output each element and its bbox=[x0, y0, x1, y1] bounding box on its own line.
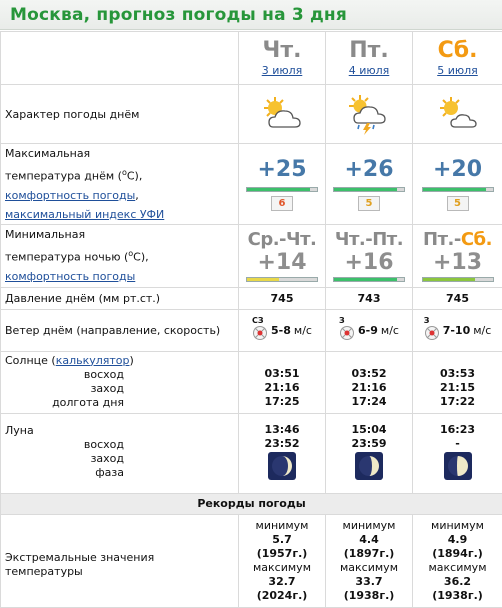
wind-info bbox=[326, 319, 412, 341]
records-cell-1 bbox=[239, 514, 326, 607]
min-temp-row bbox=[1, 224, 502, 287]
moon-cell-2 bbox=[326, 413, 413, 493]
compass-icon bbox=[252, 325, 268, 341]
moonset-time: 23:52 bbox=[239, 437, 325, 451]
max-temp-label-line2 bbox=[5, 163, 238, 186]
comfort-bar bbox=[246, 187, 318, 192]
wind-cell-2 bbox=[326, 309, 413, 351]
records-cell-3 bbox=[413, 514, 502, 607]
record-max-word: максимум bbox=[326, 561, 412, 575]
sunrise-label: восход bbox=[5, 368, 238, 382]
wind-speed: 7-10 bbox=[443, 324, 471, 337]
comfort-bar-fill bbox=[247, 188, 310, 191]
record-min-word: минимум bbox=[239, 519, 325, 533]
cloud-rain-thunder-icon bbox=[346, 93, 392, 135]
sun-row bbox=[1, 351, 502, 413]
degree-sign: о bbox=[128, 249, 133, 258]
max-temp-unit: C), bbox=[127, 170, 142, 183]
header-empty-cell bbox=[1, 32, 239, 85]
records-cell-2 bbox=[326, 514, 413, 607]
partly-cloudy-icon bbox=[259, 94, 305, 134]
moonset-time: 23:59 bbox=[326, 437, 412, 451]
wind-direction: З bbox=[339, 316, 345, 325]
min-temp-cell-2 bbox=[326, 224, 413, 287]
day-name: Сб. bbox=[413, 32, 502, 64]
degree-sign: о bbox=[122, 168, 127, 177]
sunset-time: 21:16 bbox=[239, 381, 325, 395]
comfort-link[interactable]: комфортность погоды bbox=[5, 189, 135, 202]
pressure-value: 745 bbox=[413, 287, 502, 309]
daylength-label: долгота дня bbox=[5, 396, 238, 410]
night-comfort-bar-fill bbox=[334, 278, 397, 281]
sun-cell-3 bbox=[413, 351, 502, 413]
record-min-value: 4.9 bbox=[448, 533, 468, 546]
night-caption-from: Ср.- bbox=[248, 229, 286, 250]
max-temp-cell-2 bbox=[326, 144, 413, 225]
sun-cell-2 bbox=[326, 351, 413, 413]
wind-info bbox=[413, 319, 502, 341]
record-max-word: максимум bbox=[239, 561, 325, 575]
wind-label: Ветер днём (направление, скорость) bbox=[1, 309, 239, 351]
max-temp-cell-1 bbox=[239, 144, 326, 225]
day-header-2 bbox=[326, 32, 413, 85]
comfort-bar-fill bbox=[423, 188, 486, 191]
sun-calculator-link[interactable]: калькулятор bbox=[56, 354, 130, 367]
night-caption-to: Пт. bbox=[372, 229, 403, 250]
moon-label bbox=[1, 413, 239, 493]
wind-direction: СЗ bbox=[252, 316, 264, 325]
moon-cell-1 bbox=[239, 413, 326, 493]
max-temp-label-line1: Максимальная bbox=[5, 144, 238, 163]
night-comfort-bar bbox=[422, 277, 494, 282]
sun-label-end: ) bbox=[130, 354, 134, 367]
night-caption-from: Чт.- bbox=[335, 229, 372, 250]
moonrise-time: 13:46 bbox=[239, 423, 325, 437]
min-temp-label-line2 bbox=[5, 244, 238, 267]
min-temp-label-line3 bbox=[5, 267, 238, 286]
uv-index-badge: 6 bbox=[271, 196, 293, 211]
moon-cell-3 bbox=[413, 413, 502, 493]
sunset-time: 21:15 bbox=[413, 381, 502, 395]
wind-cell-1 bbox=[239, 309, 326, 351]
wind-unit: м/с bbox=[294, 324, 312, 337]
records-label-line2: температуры bbox=[5, 565, 238, 579]
moonrise-time: 15:04 bbox=[326, 423, 412, 437]
record-max-value: 32.7 bbox=[268, 575, 295, 588]
wind-speed: 6-9 bbox=[358, 324, 378, 337]
pressure-row bbox=[1, 287, 502, 309]
max-temp-value: +20 bbox=[413, 157, 502, 183]
wind-info bbox=[239, 319, 325, 341]
moon-row bbox=[1, 413, 502, 493]
records-label-line1: Экстремальные значения bbox=[5, 551, 238, 565]
moonset-label: заход bbox=[5, 452, 238, 466]
record-min-value: 4.4 bbox=[359, 533, 379, 546]
record-min-year: (1897г.) bbox=[344, 547, 395, 560]
moon-phase-icon bbox=[444, 452, 472, 480]
sun-label-text: Солнце ( bbox=[5, 354, 56, 367]
uv-index-link[interactable]: максимальный индекс УФИ bbox=[5, 208, 164, 221]
compass-icon bbox=[339, 325, 355, 341]
moon-phase-icon bbox=[355, 452, 383, 480]
night-comfort-bar-fill bbox=[247, 278, 279, 281]
weather-icon-cell-3 bbox=[413, 85, 502, 144]
night-caption bbox=[239, 229, 325, 251]
record-max-word: максимум bbox=[413, 561, 502, 575]
records-header: Рекорды погоды bbox=[1, 493, 502, 514]
min-temp-unit: C), bbox=[133, 251, 148, 264]
max-temp-label-line4 bbox=[5, 205, 238, 224]
night-caption bbox=[326, 229, 412, 251]
comfort-link-night[interactable]: комфортность погоды bbox=[5, 270, 135, 283]
day-date-link[interactable]: 4 июля bbox=[326, 64, 412, 84]
sunset-time: 21:16 bbox=[326, 381, 412, 395]
record-min-value: 5.7 bbox=[272, 533, 292, 546]
night-caption-from: Пт.- bbox=[423, 229, 461, 250]
max-temp-value: +25 bbox=[239, 157, 325, 183]
wind-speed: 5-8 bbox=[271, 324, 291, 337]
night-comfort-bar-fill bbox=[423, 278, 476, 281]
wind-direction-icon bbox=[339, 325, 355, 341]
night-comfort-bar bbox=[333, 277, 405, 282]
moon-phase-icon bbox=[268, 452, 296, 480]
min-temp-cell-3 bbox=[413, 224, 502, 287]
max-temp-row bbox=[1, 144, 502, 225]
sunrise-time: 03:52 bbox=[326, 367, 412, 381]
sun-cell-1 bbox=[239, 351, 326, 413]
day-weather-row bbox=[1, 85, 502, 144]
min-temp-value: +14 bbox=[239, 251, 325, 275]
wind-direction: З bbox=[424, 316, 430, 325]
pressure-value: 745 bbox=[239, 287, 326, 309]
weather-icon-cell-2 bbox=[326, 85, 413, 144]
daylength-value: 17:25 bbox=[239, 395, 325, 409]
pressure-label: Давление днём (мм рт.ст.) bbox=[1, 287, 239, 309]
records-header-row bbox=[1, 493, 502, 514]
partly-cloudy-icon bbox=[435, 94, 481, 134]
min-temp-value: +13 bbox=[413, 251, 502, 275]
record-min-year: (1894г.) bbox=[432, 547, 483, 560]
record-max-year: (1938г.) bbox=[344, 589, 395, 602]
day-name: Чт. bbox=[239, 32, 325, 64]
record-max-value: 36.2 bbox=[444, 575, 471, 588]
wind-direction-icon bbox=[424, 325, 440, 341]
day-weather-label: Характер погоды днём bbox=[1, 85, 239, 144]
daylength-value: 17:24 bbox=[326, 395, 412, 409]
moonset-time: - bbox=[413, 437, 502, 451]
min-temp-label bbox=[1, 224, 239, 287]
records-row bbox=[1, 514, 502, 607]
min-temp-cell-1 bbox=[239, 224, 326, 287]
min-temp-value: +16 bbox=[326, 251, 412, 275]
phase-label: фаза bbox=[5, 466, 238, 480]
sunrise-time: 03:53 bbox=[413, 367, 502, 381]
sunrise-time: 03:51 bbox=[239, 367, 325, 381]
day-date-link[interactable]: 3 июля bbox=[239, 64, 325, 84]
comfort-bar bbox=[422, 187, 494, 192]
records-label bbox=[1, 514, 239, 607]
comfort-bar-fill bbox=[334, 188, 397, 191]
wind-cell-3 bbox=[413, 309, 502, 351]
days-header-row bbox=[1, 32, 502, 85]
comma: , bbox=[135, 189, 139, 202]
sun-label bbox=[1, 351, 239, 413]
wind-unit: м/с bbox=[381, 324, 399, 337]
day-date-link[interactable]: 5 июля bbox=[413, 64, 502, 84]
sunset-label: заход bbox=[5, 382, 238, 396]
max-temp-label bbox=[1, 144, 239, 225]
compass-icon bbox=[424, 325, 440, 341]
min-temp-label-line1: Минимальная bbox=[5, 225, 238, 244]
day-header-1 bbox=[239, 32, 326, 85]
moon-label-title: Луна bbox=[5, 424, 238, 438]
wind-unit: м/с bbox=[473, 324, 491, 337]
pressure-value: 743 bbox=[326, 287, 413, 309]
weather-icon-cell-1 bbox=[239, 85, 326, 144]
page-title: Москва, прогноз погоды на 3 дня bbox=[0, 0, 502, 30]
max-temp-value: +26 bbox=[326, 157, 412, 183]
record-max-year: (1938г.) bbox=[432, 589, 483, 602]
comfort-bar bbox=[333, 187, 405, 192]
moonrise-time: 16:23 bbox=[413, 423, 502, 437]
record-min-word: минимум bbox=[326, 519, 412, 533]
day-name: Пт. bbox=[326, 32, 412, 64]
forecast-table bbox=[0, 31, 502, 608]
max-temp-label-text: температура днём ( bbox=[5, 170, 122, 183]
max-temp-label-line3 bbox=[5, 186, 238, 205]
record-max-year: (2024г.) bbox=[257, 589, 308, 602]
moonrise-label: восход bbox=[5, 438, 238, 452]
uv-index-badge: 5 bbox=[358, 196, 380, 211]
sun-label-title bbox=[5, 354, 238, 368]
wind-row bbox=[1, 309, 502, 351]
night-comfort-bar bbox=[246, 277, 318, 282]
night-caption-to: Сб. bbox=[461, 229, 492, 250]
min-temp-label-text: температура ночью ( bbox=[5, 251, 128, 264]
wind-direction-icon bbox=[252, 325, 268, 341]
max-temp-cell-3 bbox=[413, 144, 502, 225]
night-caption bbox=[413, 229, 502, 251]
day-header-3 bbox=[413, 32, 502, 85]
uv-index-badge: 5 bbox=[447, 196, 469, 211]
record-max-value: 33.7 bbox=[355, 575, 382, 588]
record-min-year: (1957г.) bbox=[257, 547, 308, 560]
record-min-word: минимум bbox=[413, 519, 502, 533]
daylength-value: 17:22 bbox=[413, 395, 502, 409]
night-caption-to: Чт. bbox=[286, 229, 316, 250]
